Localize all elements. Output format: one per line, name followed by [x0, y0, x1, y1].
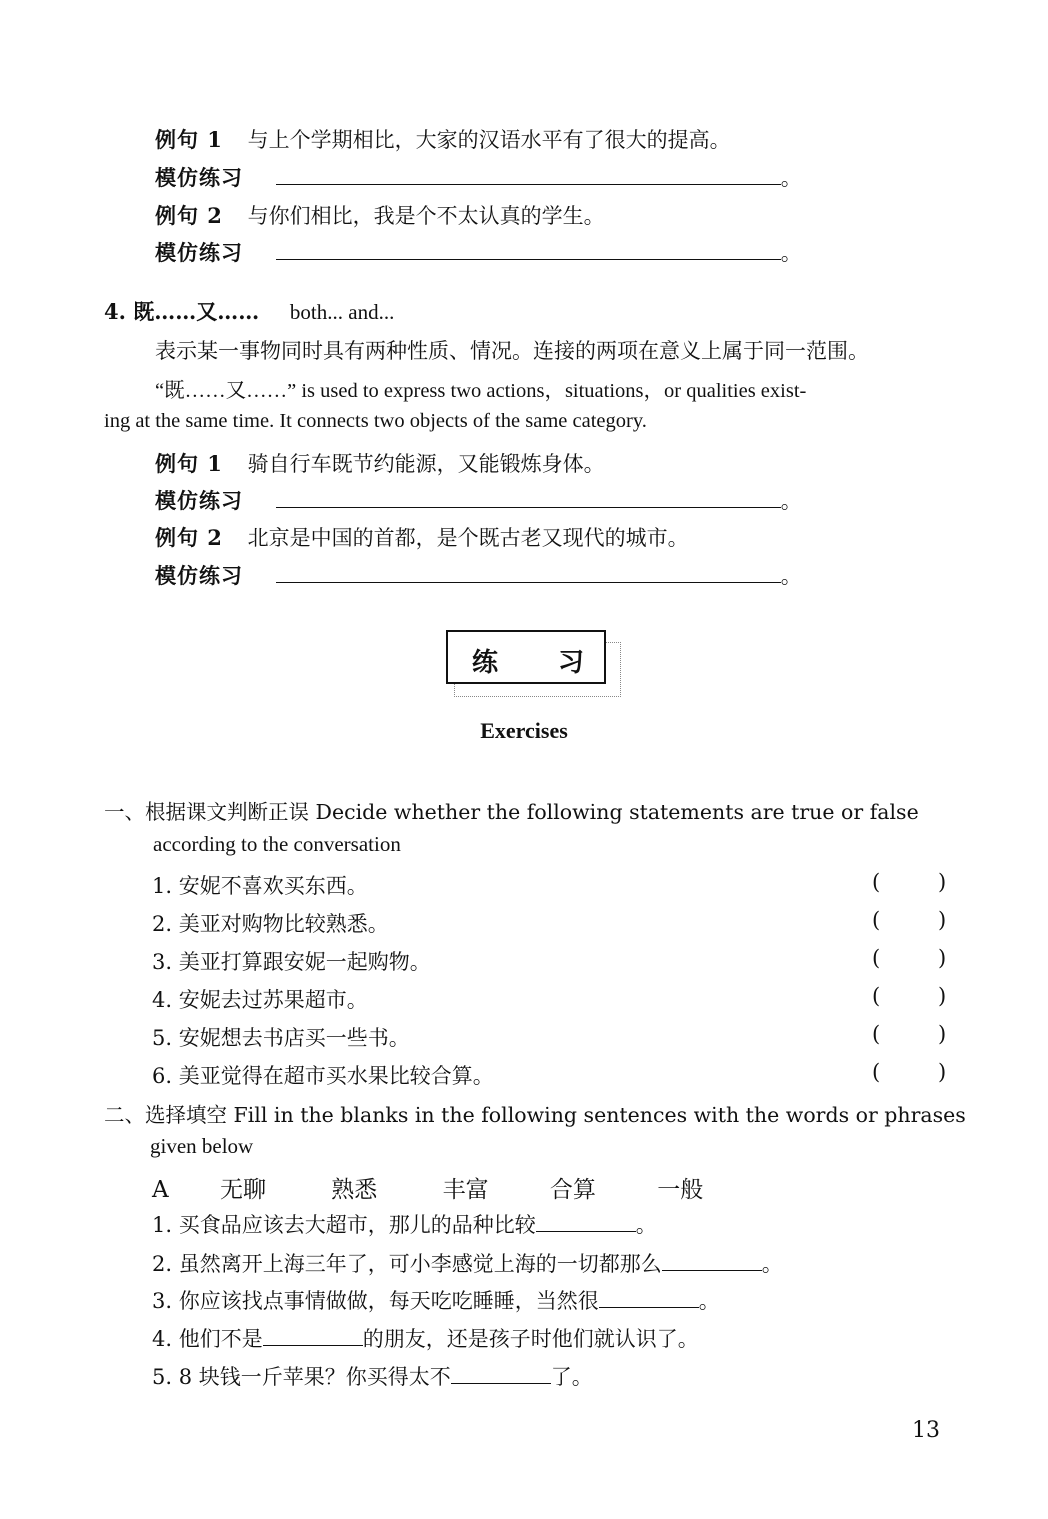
part2-heading-2: given below [150, 1134, 254, 1158]
answer-paren-open[interactable]: ( [872, 908, 881, 932]
answer-line[interactable] [276, 241, 781, 260]
part2-heading-1: 二、选择填空 Fill in the blanks in the following sentences with the words or phrases [104, 1103, 966, 1127]
fill-item-after: 。 [635, 1213, 657, 1237]
example-text: 与你们相比，我是个不太认真的学生。 [247, 204, 605, 228]
period: 。 [780, 241, 802, 265]
s4-desc-en-1: “既……又……” is used to express two actions，situations，or qualities exist- [155, 380, 807, 402]
s4-example-1 [155, 448, 605, 478]
s4-example-2 [155, 522, 689, 552]
tf-item-text: 4. 安妮去过苏果超市。 [152, 988, 368, 1012]
tf-item [152, 908, 952, 938]
tf-item-text: 5. 安妮想去书店买一些书。 [152, 1026, 410, 1050]
fill-item-before: 2. 虽然离开上海三年了，可小李感觉上海的一切都那么 [152, 1252, 662, 1276]
answer-paren-open[interactable]: ( [872, 870, 881, 894]
fill-blank[interactable] [662, 1252, 762, 1271]
period: 。 [780, 489, 802, 513]
fill-item-before: 4. 他们不是 [152, 1327, 263, 1351]
page-number: 13 [912, 1418, 940, 1443]
example-label: 例句 2 [155, 525, 223, 550]
fill-item-before: 1. 买食品应该去大超市，那儿的品种比较 [152, 1213, 536, 1237]
example-label: 例句 1 [155, 127, 223, 152]
practice-label: 模仿练习 [155, 488, 243, 513]
word-bank-item: 合算 [549, 1177, 596, 1203]
answer-paren-close[interactable]: ) [938, 1022, 947, 1046]
s4-heading-cn: 4. 既……又…… [104, 299, 260, 324]
s3-practice-1 [155, 162, 802, 192]
fill-item-before: 5. 8 块钱一斤苹果？你买得太不 [152, 1365, 451, 1389]
box-char-1: 练 [472, 648, 499, 678]
tf-item-text: 2. 美亚对购物比较熟悉。 [152, 912, 389, 936]
s4-heading-en: both... and... [289, 300, 395, 324]
s3-example-1 [155, 124, 731, 154]
word-bank-item: 一般 [657, 1177, 704, 1203]
example-text: 北京是中国的首都，是个既古老又现代的城市。 [247, 526, 689, 550]
practice-label: 模仿练习 [155, 240, 243, 265]
period: 。 [780, 564, 802, 588]
fill-item [152, 1285, 720, 1315]
fill-item [152, 1323, 699, 1353]
word-bank [152, 1171, 703, 1204]
answer-paren-open[interactable]: ( [872, 1022, 881, 1046]
word-bank-label: A [152, 1177, 169, 1203]
answer-paren-close[interactable]: ) [938, 946, 947, 970]
fill-item-after: 。 [761, 1252, 783, 1276]
box-char-2: 习 [558, 648, 585, 678]
fill-blank[interactable] [263, 1327, 363, 1346]
fill-blank[interactable] [599, 1289, 699, 1308]
fill-item [152, 1361, 593, 1391]
s4-heading [104, 296, 394, 326]
practice-label: 模仿练习 [155, 563, 243, 588]
example-label: 例句 2 [155, 203, 223, 228]
fill-blank[interactable] [451, 1365, 551, 1384]
word-bank-item: 无聊 [219, 1177, 266, 1203]
s3-example-2 [155, 200, 605, 230]
tf-item-text: 3. 美亚打算跟安妮一起购物。 [152, 950, 431, 974]
tf-item [152, 1022, 952, 1052]
tf-item-text: 6. 美亚觉得在超市买水果比较合算。 [152, 1064, 494, 1088]
answer-paren-open[interactable]: ( [872, 946, 881, 970]
answer-paren-close[interactable]: ) [938, 870, 947, 894]
fill-item-after: 的朋友，还是孩子时他们就认识了。 [362, 1327, 699, 1351]
example-text: 骑自行车既节约能源，又能锻炼身体。 [247, 452, 605, 476]
practice-label: 模仿练习 [155, 165, 243, 190]
s3-practice-2 [155, 237, 802, 267]
tf-item [152, 870, 952, 900]
answer-line[interactable] [276, 489, 781, 508]
fill-blank[interactable] [536, 1213, 636, 1232]
answer-paren-close[interactable]: ) [938, 908, 947, 932]
tf-item-text: 1. 安妮不喜欢买东西。 [152, 874, 368, 898]
s4-practice-1 [155, 485, 802, 515]
answer-paren-close[interactable]: ) [938, 1060, 947, 1084]
tf-item [152, 984, 952, 1014]
fill-item-after: 。 [698, 1289, 720, 1313]
fill-item-after: 了。 [550, 1365, 593, 1389]
s4-practice-2 [155, 560, 802, 590]
fill-item-before: 3. 你应该找点事情做做，每天吃吃睡睡，当然很 [152, 1289, 599, 1313]
answer-line[interactable] [276, 166, 781, 185]
tf-item [152, 1060, 952, 1090]
s4-desc-en-2: ing at the same time. It connects two objects of the same category. [104, 410, 647, 432]
example-text: 与上个学期相比，大家的汉语水平有了很大的提高。 [247, 128, 731, 152]
tf-item [152, 946, 952, 976]
word-bank-item: 丰富 [442, 1177, 489, 1203]
answer-paren-open[interactable]: ( [872, 984, 881, 1008]
exercises-title: Exercises [480, 718, 568, 743]
period: 。 [780, 166, 802, 190]
s4-desc-cn: 表示某一事物同时具有两种性质、情况。连接的两项在意义上属于同一范围。 [155, 339, 869, 363]
word-bank-item: 熟悉 [331, 1177, 378, 1203]
fill-item [152, 1209, 657, 1239]
answer-paren-close[interactable]: ) [938, 984, 947, 1008]
exercises-box [446, 630, 606, 684]
answer-line[interactable] [276, 564, 781, 583]
fill-item [152, 1248, 783, 1278]
part1-heading-2: according to the conversation [153, 832, 401, 856]
part1-heading-1: 一、根据课文判断正误 Decide whether the following statements are true or false [104, 800, 919, 824]
example-label: 例句 1 [155, 451, 223, 476]
answer-paren-open[interactable]: ( [872, 1060, 881, 1084]
